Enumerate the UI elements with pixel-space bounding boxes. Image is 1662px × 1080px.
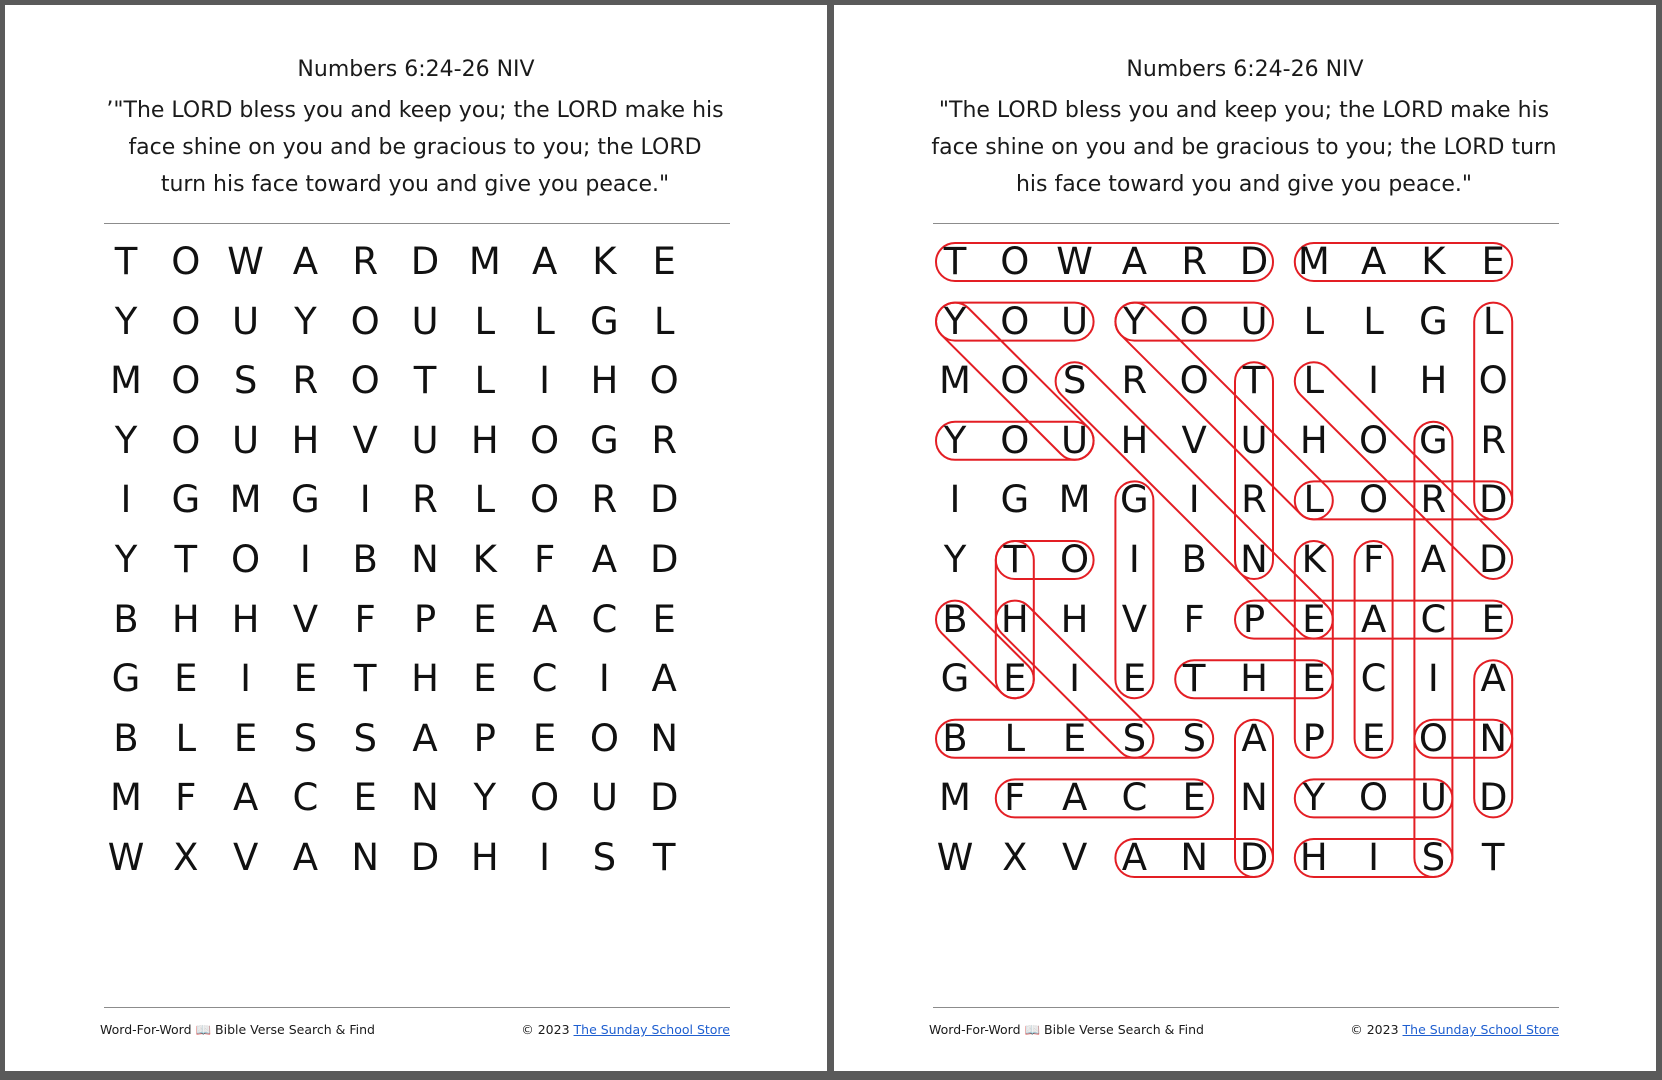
- grid-letter: L: [1303, 478, 1325, 522]
- grid-letter: G: [1120, 478, 1149, 522]
- grid-letter: D: [1239, 240, 1269, 283]
- grid-letter: A: [1420, 538, 1447, 581]
- grid-letter: D: [649, 776, 679, 820]
- grid-letter: S: [1122, 716, 1147, 760]
- grid-letter: E: [652, 597, 676, 641]
- grid-letter: L: [1363, 299, 1384, 343]
- grid-letter: E: [1361, 716, 1386, 760]
- grid-letter: I: [1427, 657, 1439, 701]
- grid-letter: A: [531, 240, 558, 283]
- grid-letter: H: [171, 597, 200, 641]
- verse-text: ’"The LORD bless you and keep you; the LORD make his face shine on you and be gracious to you; the LORD turn his face toward you and give you peace.": [106, 98, 724, 197]
- grid-letter: T: [353, 657, 377, 701]
- grid-letter: T: [1182, 657, 1206, 701]
- footer-copyright: © 2023: [521, 1022, 570, 1037]
- grid-letter: E: [1122, 657, 1147, 701]
- grid-letter: O: [1000, 240, 1030, 283]
- grid-letter: L: [1303, 359, 1325, 403]
- grid-letter: N: [411, 776, 439, 820]
- grid-letter: F: [533, 538, 556, 581]
- grid-letter: O: [1478, 359, 1508, 403]
- grid-letter: S: [1182, 716, 1206, 760]
- grid-letter: O: [1000, 299, 1030, 343]
- grid-letter: G: [171, 478, 201, 522]
- grid-letter: L: [1303, 299, 1325, 343]
- grid-letter: W: [1056, 240, 1093, 283]
- grid-letter: A: [591, 538, 618, 581]
- grid-letter: F: [354, 597, 376, 641]
- grid-letter: R: [591, 478, 618, 522]
- grid-letter: V: [1181, 418, 1207, 462]
- bottom-divider: [104, 1007, 730, 1008]
- grid-letter: L: [1004, 716, 1026, 760]
- grid-letter: D: [649, 538, 679, 581]
- grid-letter: H: [1299, 418, 1328, 462]
- grid-letter: A: [1121, 240, 1148, 283]
- grid-letter: E: [233, 716, 258, 760]
- grid-letter: I: [1368, 836, 1380, 879]
- grid-letter: O: [530, 418, 560, 462]
- grid-letter: I: [539, 359, 551, 403]
- grid-letter: O: [1359, 776, 1389, 820]
- grid-letter: L: [474, 359, 496, 403]
- grid-letter: O: [171, 299, 201, 343]
- grid-letter: M: [110, 359, 142, 403]
- grid-letter: T: [413, 359, 437, 403]
- grid-letter: P: [413, 597, 437, 641]
- store-link[interactable]: The Sunday School Store: [573, 1022, 730, 1037]
- grid-letter: O: [1000, 359, 1030, 403]
- grid-letter: A: [232, 776, 259, 820]
- grid-letter: I: [120, 478, 132, 522]
- grid-letter: O: [171, 240, 201, 283]
- grid-letter: C: [1360, 657, 1387, 701]
- grid-letter: H: [470, 836, 499, 879]
- grid-letter: I: [598, 657, 610, 701]
- grid-letter: D: [1478, 538, 1508, 581]
- grid-letter: I: [359, 478, 371, 522]
- grid-letter: T: [1481, 836, 1505, 879]
- grid-letter: O: [530, 776, 560, 820]
- grid-letter: D: [1478, 776, 1508, 820]
- grid-letter: B: [942, 597, 968, 641]
- grid-letter: B: [113, 716, 139, 760]
- grid-letter: L: [1482, 299, 1504, 343]
- grid-letter: X: [1002, 836, 1028, 879]
- store-link[interactable]: The Sunday School Store: [1402, 1022, 1559, 1037]
- grid-letter: H: [1240, 657, 1268, 701]
- answer-key-page: [834, 5, 1656, 1071]
- grid-letter: T: [114, 240, 138, 283]
- grid-letter: I: [1128, 538, 1140, 581]
- grid-letter: E: [652, 240, 676, 283]
- grid-letter: K: [592, 240, 617, 283]
- grid-letter: B: [1181, 538, 1207, 581]
- grid-letter: B: [113, 597, 139, 641]
- grid-letter: A: [1480, 657, 1506, 701]
- grid-letter: N: [1479, 716, 1508, 760]
- grid-letter: O: [171, 359, 201, 403]
- grid-letter: U: [1240, 299, 1268, 343]
- grid-letter: U: [411, 418, 439, 462]
- grid-letter: E: [174, 657, 198, 701]
- grid-letter: E: [293, 657, 318, 701]
- grid-letter: I: [539, 836, 551, 879]
- grid-letter: A: [292, 836, 319, 879]
- grid-letter: H: [1060, 597, 1089, 641]
- grid-letter: R: [352, 240, 379, 283]
- grid-letter: S: [592, 836, 617, 879]
- grid-letter: H: [1419, 359, 1448, 403]
- grid-letter: P: [1242, 597, 1266, 641]
- grid-letter: K: [1301, 538, 1326, 581]
- grid-letter: V: [1121, 597, 1148, 641]
- grid-letter: G: [111, 657, 141, 701]
- grid-letter: O: [649, 359, 679, 403]
- grid-letter: R: [1480, 418, 1507, 462]
- grid-letter: U: [1061, 299, 1089, 343]
- footer-copyright: © 2023: [1350, 1022, 1399, 1037]
- grid-letter: E: [1182, 776, 1206, 820]
- grid-letter: O: [350, 359, 380, 403]
- answer-key-grid: [933, 242, 1565, 882]
- grid-letter: P: [1302, 716, 1325, 760]
- grid-letter: O: [1000, 418, 1030, 462]
- grid-letter: A: [1360, 240, 1387, 283]
- grid-letter: A: [1061, 776, 1088, 820]
- grid-letter: N: [1240, 538, 1268, 581]
- grid-letter: O: [1359, 478, 1389, 522]
- grid-letter: H: [1299, 836, 1328, 879]
- grid-letter: A: [292, 240, 319, 283]
- grid-letter: O: [1179, 359, 1209, 403]
- grid-letter: E: [353, 776, 377, 820]
- grid-letter: G: [940, 657, 970, 701]
- grid-letter: U: [1419, 776, 1447, 820]
- grid-letter: R: [1241, 478, 1267, 522]
- grid-letter: D: [1478, 478, 1508, 522]
- grid-letter: M: [1297, 240, 1330, 283]
- grid-letter: R: [292, 359, 319, 403]
- puzzle-page: [5, 5, 827, 1071]
- grid-letter: E: [473, 597, 497, 641]
- grid-letter: Y: [294, 299, 317, 343]
- grid-letter: S: [1062, 359, 1087, 403]
- grid-letter: H: [291, 418, 320, 462]
- grid-letter: A: [1360, 597, 1387, 641]
- verse-reference: Numbers 6:24-26 NIV: [297, 57, 535, 82]
- grid-letter: H: [590, 359, 619, 403]
- grid-letter: H: [1000, 597, 1029, 641]
- grid-letter: W: [107, 836, 145, 879]
- grid-letter: G: [1419, 418, 1448, 462]
- grid-letter: U: [1240, 418, 1268, 462]
- grid-letter: U: [590, 776, 618, 820]
- grid-letter: E: [1481, 240, 1505, 283]
- grid-letter: I: [240, 657, 252, 701]
- grid-letter: S: [293, 716, 318, 760]
- grid-letter: R: [1420, 478, 1447, 522]
- grid-letter: D: [410, 240, 440, 283]
- grid-letter: I: [949, 478, 961, 522]
- grid-letter: Y: [1302, 776, 1326, 820]
- grid-letter: I: [1069, 657, 1081, 701]
- grid-letter: L: [474, 299, 496, 343]
- grid-letter: O: [589, 716, 619, 760]
- grid-letter: V: [352, 418, 378, 462]
- grid-letter: A: [412, 716, 438, 760]
- grid-letter: T: [174, 538, 198, 581]
- grid-letter: E: [473, 657, 497, 701]
- grid-letter: O: [530, 478, 560, 522]
- grid-letter: L: [474, 478, 496, 522]
- grid-letter: Y: [943, 418, 967, 462]
- grid-letter: M: [939, 359, 971, 403]
- footer-title: Word-For-Word 📖 Bible Verse Search & Find: [929, 1022, 1204, 1037]
- grid-letter: Y: [1123, 299, 1146, 343]
- grid-letter: O: [1418, 716, 1448, 760]
- grid-letter: L: [653, 299, 675, 343]
- top-divider: [104, 223, 730, 224]
- grid-letter: A: [651, 657, 677, 701]
- grid-letter: E: [1062, 716, 1087, 760]
- grid-letter: C: [591, 597, 618, 641]
- grid-letter: A: [531, 597, 558, 641]
- grid-letter: L: [175, 716, 197, 760]
- grid-letter: F: [175, 776, 197, 820]
- grid-letter: T: [652, 836, 676, 879]
- footer-title: Word-For-Word 📖 Bible Verse Search & Find: [100, 1022, 375, 1037]
- grid-letter: D: [410, 836, 440, 879]
- grid-letter: O: [171, 418, 201, 462]
- grid-letter: U: [1061, 418, 1089, 462]
- grid-letter: K: [472, 538, 497, 581]
- grid-letter: C: [531, 657, 558, 701]
- grid-letter: H: [1120, 418, 1149, 462]
- grid-letter: R: [412, 478, 438, 522]
- grid-letter: C: [1121, 776, 1148, 820]
- grid-letter: I: [1368, 359, 1380, 403]
- grid-letter: G: [590, 299, 619, 343]
- grid-letter: D: [649, 478, 679, 522]
- grid-letter: K: [1421, 240, 1446, 283]
- grid-letter: U: [232, 299, 260, 343]
- grid-letter: A: [1121, 836, 1148, 879]
- grid-letter: N: [1180, 836, 1209, 879]
- grid-letter: W: [227, 240, 264, 283]
- grid-letter: E: [1003, 657, 1027, 701]
- grid-letter: T: [943, 240, 967, 283]
- grid-letter: M: [1058, 478, 1091, 522]
- grid-letter: E: [1481, 597, 1505, 641]
- grid-letter: C: [1420, 597, 1447, 641]
- grid-letter: Y: [114, 418, 138, 462]
- grid-letter: Y: [943, 538, 967, 581]
- grid-letter: E: [1302, 597, 1326, 641]
- grid-letter: U: [232, 418, 260, 462]
- grid-letter: Y: [473, 776, 497, 820]
- grid-letter: G: [1419, 299, 1448, 343]
- grid-letter: U: [411, 299, 439, 343]
- grid-letter: X: [173, 836, 199, 879]
- grid-letter: S: [1421, 836, 1446, 879]
- grid-letter: V: [1061, 836, 1088, 879]
- grid-letter: M: [468, 240, 501, 283]
- grid-letter: N: [411, 538, 439, 581]
- footer-credit: [521, 1022, 730, 1037]
- grid-letter: P: [473, 716, 496, 760]
- grid-letter: T: [1003, 538, 1027, 581]
- grid-letter: N: [1240, 776, 1268, 820]
- bottom-divider: [933, 1007, 1559, 1008]
- grid-letter: N: [650, 716, 679, 760]
- grid-letter: E: [1302, 657, 1326, 701]
- grid-letter: G: [1000, 478, 1030, 522]
- grid-letter: R: [651, 418, 678, 462]
- grid-letter: V: [292, 597, 319, 641]
- grid-letter: H: [470, 418, 499, 462]
- grid-letter: F: [1362, 538, 1385, 581]
- grid-letter: O: [1179, 299, 1209, 343]
- grid-letter: T: [1242, 359, 1266, 403]
- grid-letter: H: [411, 657, 439, 701]
- verse-text: "The LORD bless you and keep you; the LORD make his face shine on you and be gracious to you; the LORD turn his face toward you and give you peace.": [931, 98, 1557, 197]
- grid-letter: W: [936, 836, 974, 879]
- grid-letter: O: [1359, 418, 1389, 462]
- grid-letter: O: [1060, 538, 1090, 581]
- grid-letter: V: [232, 836, 259, 879]
- grid-letter: I: [299, 538, 311, 581]
- solution-oval-toward: [936, 243, 1273, 281]
- grid-letter: B: [352, 538, 378, 581]
- grid-letter: D: [1239, 836, 1269, 879]
- grid-letter: E: [532, 716, 557, 760]
- top-divider: [933, 223, 1559, 224]
- grid-letter: Y: [114, 299, 138, 343]
- grid-letter: M: [939, 776, 971, 820]
- grid-letter: M: [229, 478, 262, 522]
- grid-letter: S: [233, 359, 258, 403]
- grid-letter: B: [942, 716, 968, 760]
- grid-letter: C: [292, 776, 319, 820]
- grid-letter: O: [231, 538, 261, 581]
- grid-letter: M: [110, 776, 142, 820]
- grid-letter: I: [1188, 478, 1200, 522]
- verse-reference: Numbers 6:24-26 NIV: [1126, 57, 1364, 82]
- grid-letter: N: [351, 836, 380, 879]
- grid-letter: R: [1181, 240, 1208, 283]
- grid-letter: F: [1004, 776, 1026, 820]
- footer-credit: [1350, 1022, 1559, 1037]
- grid-letter: G: [590, 418, 619, 462]
- word-search-grid: [104, 242, 736, 882]
- grid-letter: H: [231, 597, 260, 641]
- grid-letter: L: [534, 299, 555, 343]
- grid-letter: S: [353, 716, 377, 760]
- grid-letter: A: [1241, 716, 1267, 760]
- grid-letter: F: [1183, 597, 1205, 641]
- grid-letter: Y: [943, 299, 967, 343]
- grid-letter: R: [1121, 359, 1148, 403]
- grid-letter: G: [291, 478, 320, 522]
- grid-letter: Y: [114, 538, 138, 581]
- grid-letter: O: [350, 299, 380, 343]
